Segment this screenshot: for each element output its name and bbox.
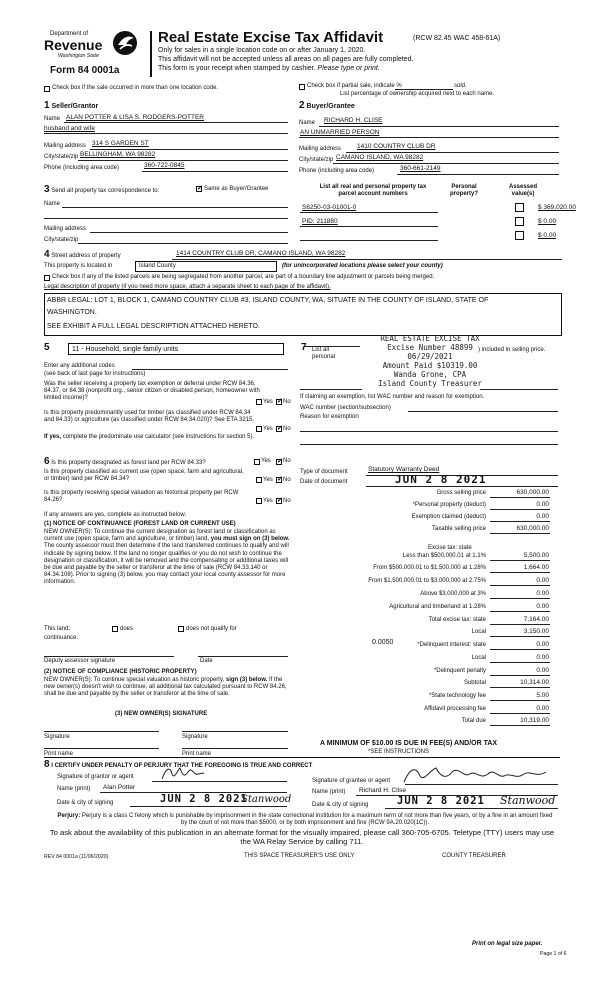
- alt-format-text: To ask about the availability of this publication in an alternate format for the visually impaired, please call 360-705-6705. Teletype (TTY) users may use the WA Relay Service by calling 711.: [49, 828, 555, 846]
- does-not-checkbox[interactable]: [178, 626, 184, 632]
- grantee-signature[interactable]: [400, 762, 558, 786]
- does-label: does: [120, 626, 134, 632]
- forest-yes-label: Yes: [261, 458, 271, 464]
- calc-value-line: [490, 533, 550, 534]
- seller-name-2[interactable]: husband and wife: [44, 125, 95, 132]
- grantor-name-label: Name (print): [57, 786, 91, 792]
- seller-city[interactable]: BELLINGHAM, WA 98282: [80, 151, 156, 158]
- property-street[interactable]: 1414 COUNTRY CLUB DR, CAMANO ISLAND, WA 98282: [176, 250, 346, 257]
- seller-phone-label: Phone (including area code): [44, 165, 120, 171]
- s3-name-line[interactable]: [62, 207, 288, 208]
- buyer-name-line-2: [299, 137, 559, 138]
- calc-value[interactable]: 5,500.00: [523, 552, 549, 559]
- calc-value-line: [490, 713, 550, 714]
- exemption-no-label: No: [283, 399, 291, 405]
- s3-city-label: City/state/zip: [44, 237, 79, 243]
- calc-value-line: [490, 649, 550, 650]
- grantee-date-label: Date & city of signing: [312, 802, 369, 808]
- page-number: Page 1 of 6: [540, 951, 567, 957]
- subtitle-2: This affidavit will not be accepted unless all areas on all pages are fully completed.: [158, 56, 414, 63]
- partial-sale-label: Check box if partial sale, indicate %: [307, 83, 402, 89]
- grantor-city[interactable]: Stanwood: [241, 794, 292, 805]
- s3-city-line[interactable]: [78, 243, 288, 244]
- s3-name-label: Name: [44, 201, 61, 207]
- reason-label: Reason for exemption: [300, 414, 359, 420]
- buyer-name-line: [319, 126, 559, 127]
- grantee-date-line: [385, 808, 558, 809]
- partial-sold-label: sold.: [454, 83, 467, 89]
- forest-yes-checkbox[interactable]: [254, 459, 260, 465]
- seller-addr-line: [90, 149, 288, 150]
- partial-pct-field[interactable]: [395, 89, 453, 90]
- calc-value[interactable]: 630,000.00: [516, 489, 549, 496]
- doc-date-label: Date of document: [300, 479, 348, 485]
- owner-print-label-2: Print name: [182, 751, 212, 757]
- segregated-checkbox[interactable]: [44, 275, 50, 281]
- buyer-name-1[interactable]: RICHARD H. CLISE: [324, 117, 383, 124]
- timber-yes-label: Yes: [263, 426, 273, 432]
- addl-codes-label: Enter any additional codes: [44, 363, 115, 369]
- owner-print-label-1: Print name: [44, 751, 74, 757]
- timber-no-checkbox[interactable]: [276, 426, 282, 432]
- stamp-line-2: Excise Number 48899: [387, 343, 473, 352]
- stamp-rule-3: [480, 389, 558, 390]
- see-back-note: (see back of last page for instructions): [44, 371, 146, 377]
- buyer-address[interactable]: 1410 COUNTRY CLUB DR: [357, 143, 436, 150]
- calc-value[interactable]: 0.00: [536, 577, 549, 584]
- calc-label: Less than $500,000.01 at 1.1%: [402, 553, 486, 559]
- personal-property-text: List all personal: [312, 347, 336, 361]
- notice2-title: (2) NOTICE OF COMPLIANCE (HISTORIC PROPERTY): [44, 669, 197, 675]
- grantee-date-stamp: JUN 2 8 2021: [397, 795, 485, 807]
- calc-value[interactable]: 0.00: [536, 641, 549, 648]
- deputy-date-label: Date: [200, 658, 213, 664]
- county-select[interactable]: [135, 261, 277, 272]
- form-title: Real Estate Excise Tax Affidavit: [158, 29, 384, 46]
- calc-value-line: [490, 560, 550, 561]
- doc-type-label: Type of document: [300, 469, 348, 475]
- doc-type-value[interactable]: Statutory Warranty Deed: [368, 466, 440, 473]
- calc-value-line: [490, 700, 550, 701]
- seller-city-line: [78, 160, 288, 161]
- seller-name-label: Name: [44, 116, 61, 122]
- calc-label: Gross selling price: [436, 490, 486, 496]
- calc-value-line: [490, 624, 550, 625]
- buyer-phone[interactable]: 360-661-2149: [400, 165, 441, 172]
- calc-value-line: [490, 725, 550, 726]
- calc-label: Local: [471, 629, 486, 635]
- calc-label: Above $3,000,000 at 3%: [420, 591, 486, 597]
- located-label: This property is located in: [44, 263, 113, 269]
- assessed-value[interactable]: $ 0.00: [538, 232, 557, 239]
- legal-line-2: WASHINGTON.: [47, 309, 97, 316]
- stamp-rule-1: [304, 346, 360, 347]
- header-divider: [150, 31, 152, 77]
- buyer-phone-label: Phone (including area code): [299, 168, 375, 174]
- county-treasurer-label: COUNTY TREASURER: [442, 853, 506, 859]
- buyer-name-label: Name: [299, 120, 316, 126]
- calc-label: Exemption claimed (deduct): [411, 514, 486, 520]
- buyer-city[interactable]: CAMANO ISLAND, WA 98282: [336, 154, 424, 161]
- historic-yes-label: Yes: [263, 498, 273, 504]
- s3-addr-line[interactable]: [90, 232, 288, 233]
- parcel-line: [300, 226, 438, 227]
- calc-value-line: [490, 675, 550, 676]
- calc-label: From $500,000.01 to $1,500,000 at 1.28%: [373, 565, 486, 571]
- s3-addr-label: Mailing address: [44, 226, 87, 232]
- calc-label: *Delinquent interest: state: [417, 642, 486, 648]
- reason-line-2[interactable]: [300, 444, 558, 445]
- certify-text: 8 I CERTIFY UNDER PENALTY OF PERJURY THAT THE FOREGOING IS TRUE AND CORRECT: [44, 759, 313, 770]
- current-use-no-checkbox[interactable]: [276, 477, 282, 483]
- dept-big: Revenue: [44, 37, 103, 53]
- historic-question: Is this property receiving special valuation as historical property per RCW 84.26?: [44, 490, 239, 504]
- parcel-number[interactable]: S6250-03-01001-0: [302, 204, 357, 211]
- notice1-title: (1) NOTICE OF CONTINUANCE (FOREST LAND OR CURRENT USE): [44, 521, 236, 527]
- parcel-number[interactable]: PID: 211880: [302, 218, 338, 225]
- seller-phone[interactable]: 360-722-0845: [144, 162, 185, 169]
- calc-label: From $1,500,000.01 to $3,000,000 at 2.75%: [368, 578, 486, 584]
- deputy-date-line[interactable]: [198, 656, 288, 657]
- notice1-body: NEW OWNER(S): To continue the current designation as forest land or classification as current use (open space, farm and agriculture, or timber) land, you must sign on (3) below. The county assessor must then determine if the land transferred continues to qualify and will indicate by signing below. If the land no longer qualifies or you do not wish to continue the designation or classification, it will be removed and the compensating or additional taxes will be due and payable by the seller or transferor at the time of sale (RCW 84.33.140 or 84.34.108). Prior to signing (3) below, you may contact your local county assessor for more information.: [44, 529, 290, 586]
- current-use-question: Is this property classified as current use (open space, farm and agricultural, or timber) land per RCW 84.34?: [44, 469, 244, 483]
- legal-size-note: Print on legal size paper.: [472, 941, 543, 947]
- current-use-yes-checkbox[interactable]: [256, 477, 262, 483]
- calc-value[interactable]: 0.00: [536, 513, 549, 520]
- notice2-body: NEW OWNER(S): To continue special valuation as historic property, sign (3) below. If the new owner(s) doesn't wish to continue, all additional tax calculated pursuant to RCW 84.26, shall be due and payable by the seller or transferor at the time of sale.: [44, 677, 287, 698]
- pct-note: List percentage of ownership acquired next to each name.: [340, 91, 495, 97]
- seller-name-1[interactable]: ALAN POTTER & LISA S. RODGERS-POTTER: [66, 114, 204, 121]
- addl-codes-line[interactable]: [132, 369, 288, 370]
- revision-label: REV 84 0001a (11/06/2020): [44, 854, 109, 860]
- multi-location-label: Check box if the sale occurred in more than one location code.: [52, 85, 219, 91]
- street-line: [172, 259, 562, 260]
- stamp-line-6: Island County Treasurer: [378, 379, 482, 388]
- calc-value-line: [490, 598, 550, 599]
- same-as-buyer-label: Same as Buyer/Grantee: [204, 186, 269, 192]
- grantee-city[interactable]: Stanwood: [500, 794, 556, 807]
- personal-property-checkbox[interactable]: [515, 217, 524, 226]
- section3-text: 3 Send all property tax correspondence to:: [44, 184, 160, 195]
- timber-question: Is this property predominantly used for timber (as classified under RCW 84.34 and 84.33) or agriculture (as classified under RCW 84.34.020)? See ETA 3215.: [44, 410, 255, 424]
- calc-value-line: [490, 572, 550, 573]
- calc-label: *Personal property (deduct): [412, 502, 486, 508]
- county-value: Island County: [139, 263, 176, 269]
- dor-logo: [44, 29, 144, 81]
- current-use-yes-label: Yes: [263, 477, 273, 483]
- rcw-ref: (RCW 82.45 WAC 458-61A): [413, 35, 501, 42]
- grantee-printed-name[interactable]: Richard H. Clise: [359, 787, 406, 794]
- personal-property-checkbox[interactable]: [515, 203, 524, 212]
- buyer-phone-line: [397, 174, 559, 175]
- grantor-date-stamp: JUN 2 8 2021: [160, 793, 248, 805]
- calc-value[interactable]: 5.00: [536, 692, 549, 699]
- calc-label: *Delinquent penalty: [433, 668, 486, 674]
- calc-value[interactable]: 3,150.00: [523, 628, 549, 635]
- buyer-city-label: City/state/zip: [299, 157, 334, 163]
- calc-label: Affidavit processing fee: [424, 706, 486, 712]
- seller-address[interactable]: 314 S GARDEN ST: [92, 140, 149, 147]
- exemption-no-checkbox[interactable]: [276, 399, 282, 405]
- seller-name-line: [64, 122, 288, 123]
- s3-name-line-2[interactable]: [44, 218, 288, 219]
- exemption-question: Was the seller receiving a property tax exemption or deferral under RCW 84.36, 84.37, or 84.38 (nonprofit org., senior citizen or disabled person, homeowner with limited income)?: [44, 381, 260, 402]
- seller-city-label: City/state/zip: [44, 154, 79, 160]
- timber-yes-checkbox[interactable]: [256, 426, 262, 432]
- calc-label: Total excise tax: state: [428, 617, 486, 623]
- calc-value[interactable]: 10,314.00: [520, 679, 549, 686]
- seller-heading: 1 Seller/Grantor: [44, 100, 99, 111]
- treasurer-stamp: [360, 334, 500, 394]
- calc-label: *State technology fee: [428, 693, 486, 699]
- grantor-sig-label: Signature of grantor or agent: [57, 774, 134, 780]
- forest-no-checkbox[interactable]: [276, 459, 282, 465]
- calc-value[interactable]: 630,000.00: [516, 525, 549, 532]
- personal-header: Personal property?: [449, 184, 478, 198]
- dept-small: Department of: [50, 31, 89, 37]
- calc-value[interactable]: 0.00: [536, 667, 549, 674]
- calc-label: Total due: [461, 718, 486, 724]
- owner-print-line-2[interactable]: [182, 748, 288, 749]
- stamp-line-3: 06/29/2021: [407, 352, 453, 361]
- section5-num: 5: [44, 342, 50, 353]
- dor-emblem-icon: [110, 29, 140, 57]
- continuance-label: continuance.: [44, 635, 79, 641]
- subtitle-3: This form is your receipt when stamped by cashier. Please type or print.: [158, 65, 380, 72]
- parcel-line: [300, 212, 438, 213]
- calc-value-line: [490, 521, 550, 522]
- buyer-addr-line: [346, 152, 559, 153]
- calc-value-line: [490, 636, 550, 637]
- multi-location-checkbox[interactable]: [44, 86, 50, 92]
- historic-no-label: No: [283, 498, 291, 504]
- does-checkbox[interactable]: [112, 626, 118, 632]
- calc-label: Taxable selling price: [431, 526, 486, 532]
- calc-label: Agricultural and timberland at 1.28%: [389, 604, 486, 610]
- calc-value[interactable]: 1,664.00: [523, 564, 549, 571]
- legal-line-3: SEE EXHIBIT A FULL LEGAL DESCRIPTION ATTACHED HERETO.: [47, 323, 260, 330]
- grantor-date-line: [130, 806, 287, 807]
- seller-phone-line: [142, 171, 288, 172]
- calc-value-line: [490, 662, 550, 663]
- calc-value-line: [490, 509, 550, 510]
- owner-sig-label-1: Signature: [44, 734, 70, 740]
- reason-line-1[interactable]: [300, 431, 558, 432]
- historic-yes-checkbox[interactable]: [256, 498, 262, 504]
- calc-value[interactable]: 7,164.00: [523, 616, 549, 623]
- grantee-name-label: Name (print): [312, 789, 346, 795]
- parcel-header: List all real and personal property tax parcel account numbers: [319, 184, 427, 198]
- exemption-yes-label: Yes: [263, 399, 273, 405]
- wac-line[interactable]: [408, 411, 558, 412]
- notice3-title: (3) NEW OWNER(S) SIGNATURE: [115, 711, 208, 717]
- forest-no-label: No: [283, 458, 291, 464]
- subtitle-1: Only for sales in a single location code on or after January 1, 2020.: [158, 47, 366, 54]
- stamp-line-1: REAL ESTATE EXCISE TAX: [380, 334, 480, 343]
- see-instructions: *SEE INSTRUCTIONS: [368, 749, 430, 755]
- calc-value[interactable]: 0.00: [536, 603, 549, 610]
- use-code-value: 11 - Household, single family units: [72, 345, 179, 353]
- perjury-text: Perjury: Perjury is a class C felony which is punishable by imprisonment in the state correctional institution for a maximum term of not more than five years, or by a fine in an amount fixed by the court of not more than $5000, or by both imprisonment and fine (RCW 9A.20.020(1C)).: [57, 813, 553, 827]
- calc-value[interactable]: 0.00: [536, 705, 549, 712]
- assessed-header: Assessed value(s): [508, 184, 538, 198]
- calc-value-line: [490, 585, 550, 586]
- legal-description-box[interactable]: [44, 293, 562, 336]
- state-label: Washington State: [58, 53, 99, 59]
- timber-no-label: No: [283, 426, 291, 432]
- personal-property-checkbox[interactable]: [515, 231, 524, 240]
- grantor-printed-name[interactable]: Alan Potter: [103, 784, 136, 791]
- calc-value-line: [490, 497, 550, 498]
- form-number: Form 84 0001a: [50, 65, 120, 76]
- exemption-yes-checkbox[interactable]: [256, 399, 262, 405]
- deputy-sig-line[interactable]: [44, 656, 174, 657]
- stamp-rule-2: [300, 389, 362, 390]
- owner-print-line-1[interactable]: [44, 748, 159, 749]
- same-as-buyer-checkbox[interactable]: [196, 186, 202, 192]
- grantor-signature[interactable]: [160, 764, 250, 782]
- forest-question: 6 Is this property designated as forest land per RCW 84.33?: [44, 456, 206, 467]
- buyer-heading: 2 Buyer/Grantee: [299, 100, 355, 111]
- historic-no-checkbox[interactable]: [276, 498, 282, 504]
- stamp-line-4: Amount Paid $10319.00: [382, 361, 478, 370]
- calc-label: Subtotal: [463, 680, 486, 686]
- calc-value[interactable]: 0.00: [536, 501, 549, 508]
- use-code-select[interactable]: [68, 343, 284, 355]
- this-land-label: This land:: [44, 626, 71, 632]
- grantor-date-label: Date & city of signing: [57, 800, 114, 806]
- buyer-city-line: [333, 163, 559, 164]
- wac-label: WAC number (section/subsection): [300, 405, 391, 411]
- minimum-due-note: A MINIMUM OF $10.00 IS DUE IN FEE(S) AND/OR TAX: [320, 740, 498, 747]
- any-yes-note: If any answers are yes, complete as instructed below.: [44, 512, 187, 518]
- deputy-sig-label: Deputy assessor signature: [44, 658, 116, 664]
- street-label: 4 Street address of property: [44, 249, 121, 260]
- calc-value[interactable]: 0.00: [536, 654, 549, 661]
- seller-addr-label: Mailing address: [44, 143, 87, 149]
- calc-value-line: [490, 687, 550, 688]
- owner-sig-line-1[interactable]: [44, 731, 159, 732]
- does-not-label: does not qualify for: [186, 626, 237, 632]
- legal-label: Legal description of property (if you need more space, attach a separate sheet to each page of the affidavit).: [44, 284, 331, 290]
- segregated-label: Check box if any of the listed parcels are being segregated from another parcel, are part of a boundary line adjustment or parcels being merged.: [52, 274, 435, 280]
- seller-name-line-2: [44, 133, 288, 134]
- calc-value-line: [490, 611, 550, 612]
- calc-label: Local: [471, 655, 486, 661]
- stamp-line-5: Wanda Grone, CPA: [393, 370, 467, 379]
- assessed-value[interactable]: $ 0.00: [538, 218, 557, 225]
- buyer-name-2[interactable]: AN UNMARRIED PERSON: [300, 129, 380, 136]
- owner-sig-line-2[interactable]: [182, 731, 288, 732]
- legal-line-1: ABBR LEGAL: LOT 1, BLOCK 1, CAMANO COUNTRY CLUB #3, ISLAND COUNTY, WA, SITUATE IN THE COUNTY OF ISLAND, STATE OF: [47, 297, 489, 304]
- partial-sale-checkbox[interactable]: [299, 84, 305, 90]
- located-note: (for unincorporated locations please select your county): [282, 263, 443, 269]
- buyer-addr-label: Mailing address: [299, 146, 342, 152]
- exemption-claim-label: If claiming an exemption, list WAC number and reason for exemption.: [300, 394, 485, 400]
- calc-value[interactable]: 10,319.00: [520, 717, 549, 724]
- excise-tax-state-label: Excise tax: state: [428, 545, 472, 551]
- doc-date-stamp: JUN 2 8 2021: [395, 473, 487, 486]
- current-use-no-label: No: [283, 477, 291, 483]
- timber-if-yes: If yes, complete the predominate use calculator (see instructions for section 5).: [44, 434, 255, 440]
- section8-rule: [44, 757, 560, 758]
- grantee-sig-label: Signature of grantee or agent: [312, 778, 391, 784]
- treasurer-use-label: THIS SPACE TREASURER'S USE ONLY: [244, 853, 355, 859]
- section7-num: 7: [301, 342, 307, 353]
- calc-value[interactable]: 0.00: [536, 590, 549, 597]
- assessed-value[interactable]: $ 369,020.00: [538, 204, 576, 211]
- owner-sig-label-2: Signature: [182, 734, 208, 740]
- parcel-line: [300, 240, 438, 241]
- personal-property-text-end: ) included in selling price.: [478, 347, 546, 353]
- local-rate: 0.0050: [372, 639, 394, 646]
- doc-date-line: [366, 486, 558, 487]
